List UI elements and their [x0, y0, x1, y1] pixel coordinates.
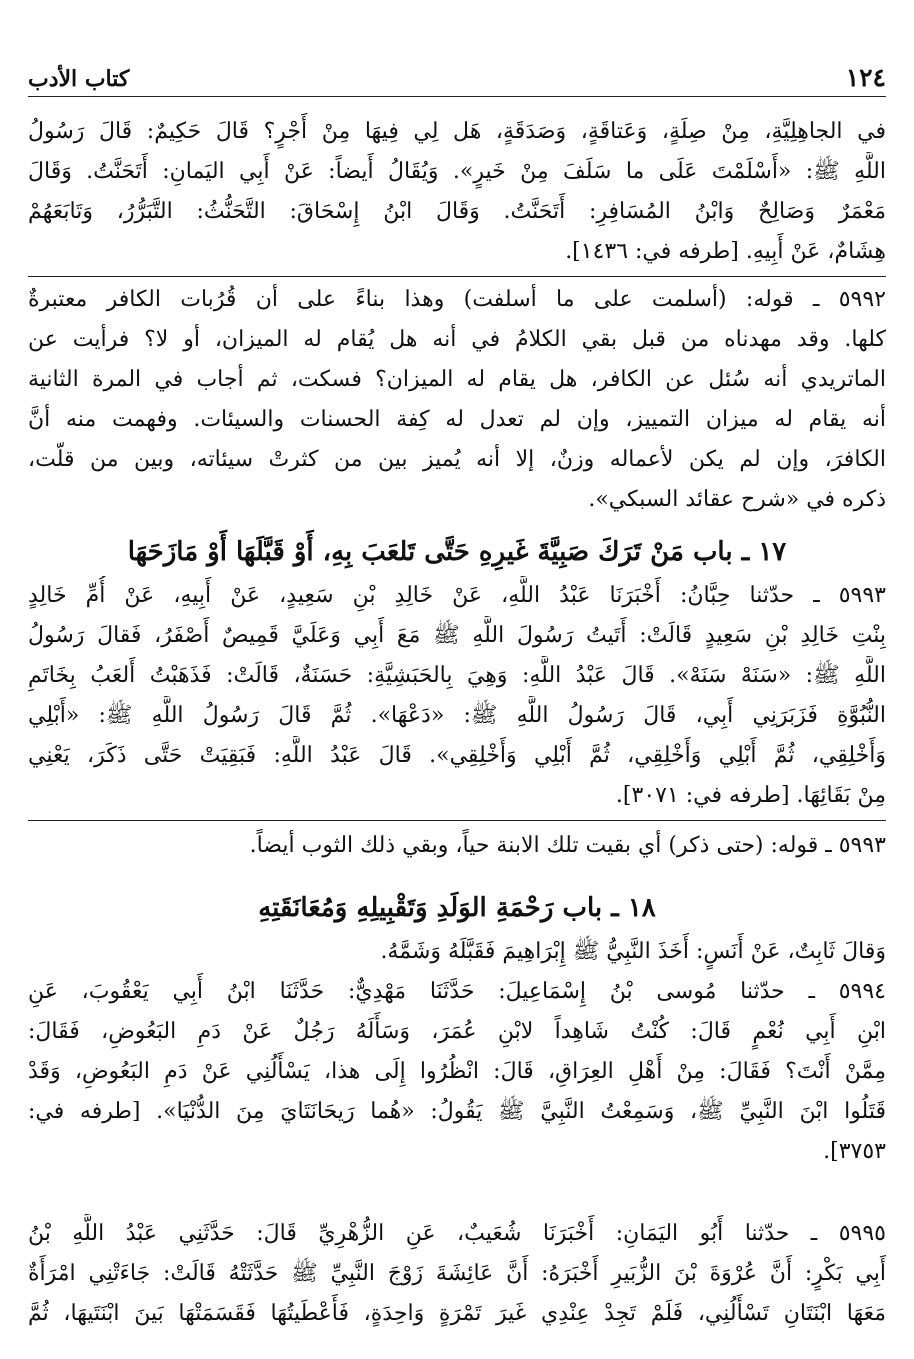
hadith-continuation	[28, 112, 886, 272]
text-line: الكافرَ، وإن لم يكن لأعماله وزنٌ، إلا أنه يُميز بين من كثرتْ سيئاته، وبين من قلّت،	[28, 447, 886, 472]
text-line: ٥٩٩٥ ـ حدّثنا أَبُو اليَمَانِ: أَخْبَرَنَا شُعَيبٌ، عَنِ الزُّهْرِيِّ قَالَ: حَدَّثَنِي عَبْدُ اللَّهِ بْنُ	[28, 1221, 886, 1246]
text-line: مَعَهَا ابْنَتَانِ تَسْأَلُنِي، فَلَمْ تَجِدْ عِنْدِي غَيرَ تَمْرَةٍ وَاحِدَةٍ، فَأَعْطَيتُهَا فَقَسَمَتْهَا بَينَ ابْنَتَيهَا، ثُمَّ	[28, 1301, 886, 1326]
text-line: ٣٧٥٣].	[823, 1139, 886, 1164]
text-line: مَعْمَرٌ وَصَالِحٌ وَابْنُ المُسَافِرِ: أَتَحَنَّتُ. وَقَالَ ابْنُ إِسْحَاقَ: التَّحَنُّثُ: التَّبَرُّرُ، وَتَابَعَهُمْ	[28, 199, 886, 224]
text-line: ٥٩٩٢ ـ قوله: (أسلمت على ما أسلفت) وهذا بناءً على أن قُرُبات الكافر معتبرةٌ	[28, 287, 886, 312]
text-line: اللَّهِ ﷺ: «سَنَهْ سَنَهْ». قَالَ عَبْدُ اللَّهِ: وَهِيَ بِالحَبَشِيَّةِ: حَسَنَةٌ، قَالَتْ: فَذَهَبْتُ أَلعَبُ بِخَاتَمِ	[28, 663, 886, 688]
text-line: وَقالَ ثَابِتٌ، عَنْ أَنَسٍ: أَخَذَ النَّبِيُّ ﷺ إِبْرَاهِيمَ فَقَبَّلَهُ وَشَمَّهُ.	[380, 939, 886, 964]
text-line: مِنْ بَقَائِهَا. [طرفه في: ٣٠٧١].	[615, 783, 886, 808]
hadith-5995	[28, 1214, 886, 1334]
text-line: في الجاهِلِيَّةِ، مِنْ صِلَةٍ، وَعَتاقَةٍ، وَصَدَقَةٍ، هَل لِي فِيهَا مِنْ أَجْرٍ؟ قَالَ حَكِيمٌ: قَالَ رَسُولُ	[28, 119, 886, 144]
running-header	[28, 52, 886, 97]
text-line: النُّبُوَّةِ فَزَبَرَنِي أَبِي، قَالَ رَسُولُ اللَّهِ ﷺ: «دَعْهَا». ثُمَّ قَالَ رَسُولُ اللَّهِ ﷺ: «أَبْلِي	[28, 703, 886, 728]
text-line: أَبِي بَكْرٍ: أَنَّ عُرْوَةَ بْنَ الزُّبَيرِ أَخْبَرَهُ: أَنَّ عَائِشَةَ زَوْجَ النَّبِيِّ ﷺ حَدَّثَتْهُ قَالَتْ: جَاءَتْنِي امْرَأَةٌ	[28, 1261, 886, 1286]
text-line: اللَّهِ ﷺ: «أَسْلَمْتَ عَلَى ما سَلَفَ مِنْ خَيرٍ». وَيُقَالُ أَيضاً: عَنْ أَبِي اليَمانِ: أَتَحَنَّتُ. وَقَالَ	[28, 159, 886, 184]
text-line: ٥٩٩٣ ـ حدّثنا حِبَّانُ: أَخْبَرَنَا عَبْدُ اللَّهِ، عَنْ خَالِدِ بْنِ سَعِيدٍ، عَنْ أَبِيهِ، عَنْ أُمِّ خَالِدٍ	[28, 583, 886, 608]
section-divider	[28, 820, 886, 821]
text-line: هِشَامٌ، عَنْ أَبِيهِ. [طرفه في: ١٤٣٦].	[565, 239, 886, 264]
text-line: مِمَّنْ أَنْتَ؟ فَقَالَ: مِنْ أَهْلِ العِرَاقِ، قَالَ: انْظُرُوا إِلَى هذا، يَسْأَلُنِي عَنْ دَمِ البَعُوضِ، وَقَدْ	[28, 1059, 886, 1084]
chapter-17	[28, 528, 886, 816]
text-line: بِنْتِ خَالِدِ بْنِ سَعِيدٍ قَالَتْ: أَتَيتُ رَسُولَ اللَّهِ ﷺ مَعَ أَبِي وَعَلَيَّ قَمِيصٌ أَصْفَرُ، فَقالَ رَسُولُ	[28, 623, 886, 648]
text-line: كلها. وقد مهدناه من قبل بقي الكلامُ في أنه هل يُقام له الميزان، أو لا؟ فرأيت عن	[28, 327, 886, 352]
text-line: الماتريدي أنه سُئل عن الكافر، هل يقام له الميزان؟ فسكت، ثم أجاب في المرة الثانية	[28, 367, 886, 392]
text-line: قَتَلُوا ابْنَ النَّبِيِّ ﷺ، وَسَمِعْتُ النَّبِيَّ ﷺ يَقُولُ: «هُما رَيحَانَتَايَ مِنَ الدُّنْيَا». [طرفه في:	[28, 1099, 886, 1124]
chapter-18	[28, 884, 886, 1172]
text-line: ٥٩٩٣ ـ قوله: (حتى ذكر) أي بقيت تلك الابنة حياً، وبقي ذلك الثوب أيضاً.	[249, 833, 886, 858]
text-line: ٥٩٩٤ ـ حدّثنا مُوسى بْنُ إِسْمَاعِيلَ: حَدَّثَنَا مَهْدِيٌّ: حَدَّثَنَا ابْنُ أَبِي يَعْقُوبَ، عَنِ	[28, 979, 886, 1004]
text-line: ابْنِ أَبِي نُعْمٍ قَالَ: كُنْتُ شَاهِداً لابْنِ عُمَرَ، وَسَأَلَهُ رَجُلٌ عَنْ دَمِ البَعُوضِ، فَقَالَ:	[28, 1019, 886, 1044]
text-line: وَأَخْلِقِي، ثُمَّ أَبْلِي وَأَخْلِقِي، ثُمَّ أَبْلِي وَأَخْلِقِي». قَالَ عَبْدُ اللَّهِ: فَبَقِيَتْ حَتَّى ذَكَرَ، يَعْنِي	[28, 743, 886, 768]
text-line: أنه يقام له ميزان التمييز، وإن لم تعدل له كِفة الحسنات والسيئات. وفهمت منه أنَّ	[28, 407, 886, 432]
commentary-5992	[28, 280, 886, 520]
page-number: ١٢٤	[845, 63, 886, 92]
book-page	[28, 0, 886, 1359]
text-line: ذكره في «شرح عقائد السبكي».	[588, 487, 886, 512]
chapter-heading: ١٧ ـ باب مَنْ تَرَكَ صَبِيَّةَ غَيرِهِ حَتَّى تَلعَبَ بِهِ، أَوْ قَبَّلَهَا أَوْ مَازَحَهَا	[127, 537, 787, 567]
commentary-5993	[28, 826, 886, 866]
chapter-heading: ١٨ ـ باب رَحْمَةِ الوَلَدِ وَتَقْبِيلِهِ وَمُعَانَقَتِهِ	[258, 893, 656, 923]
book-title: كتاب الأدب	[28, 66, 130, 92]
section-divider	[28, 276, 886, 277]
